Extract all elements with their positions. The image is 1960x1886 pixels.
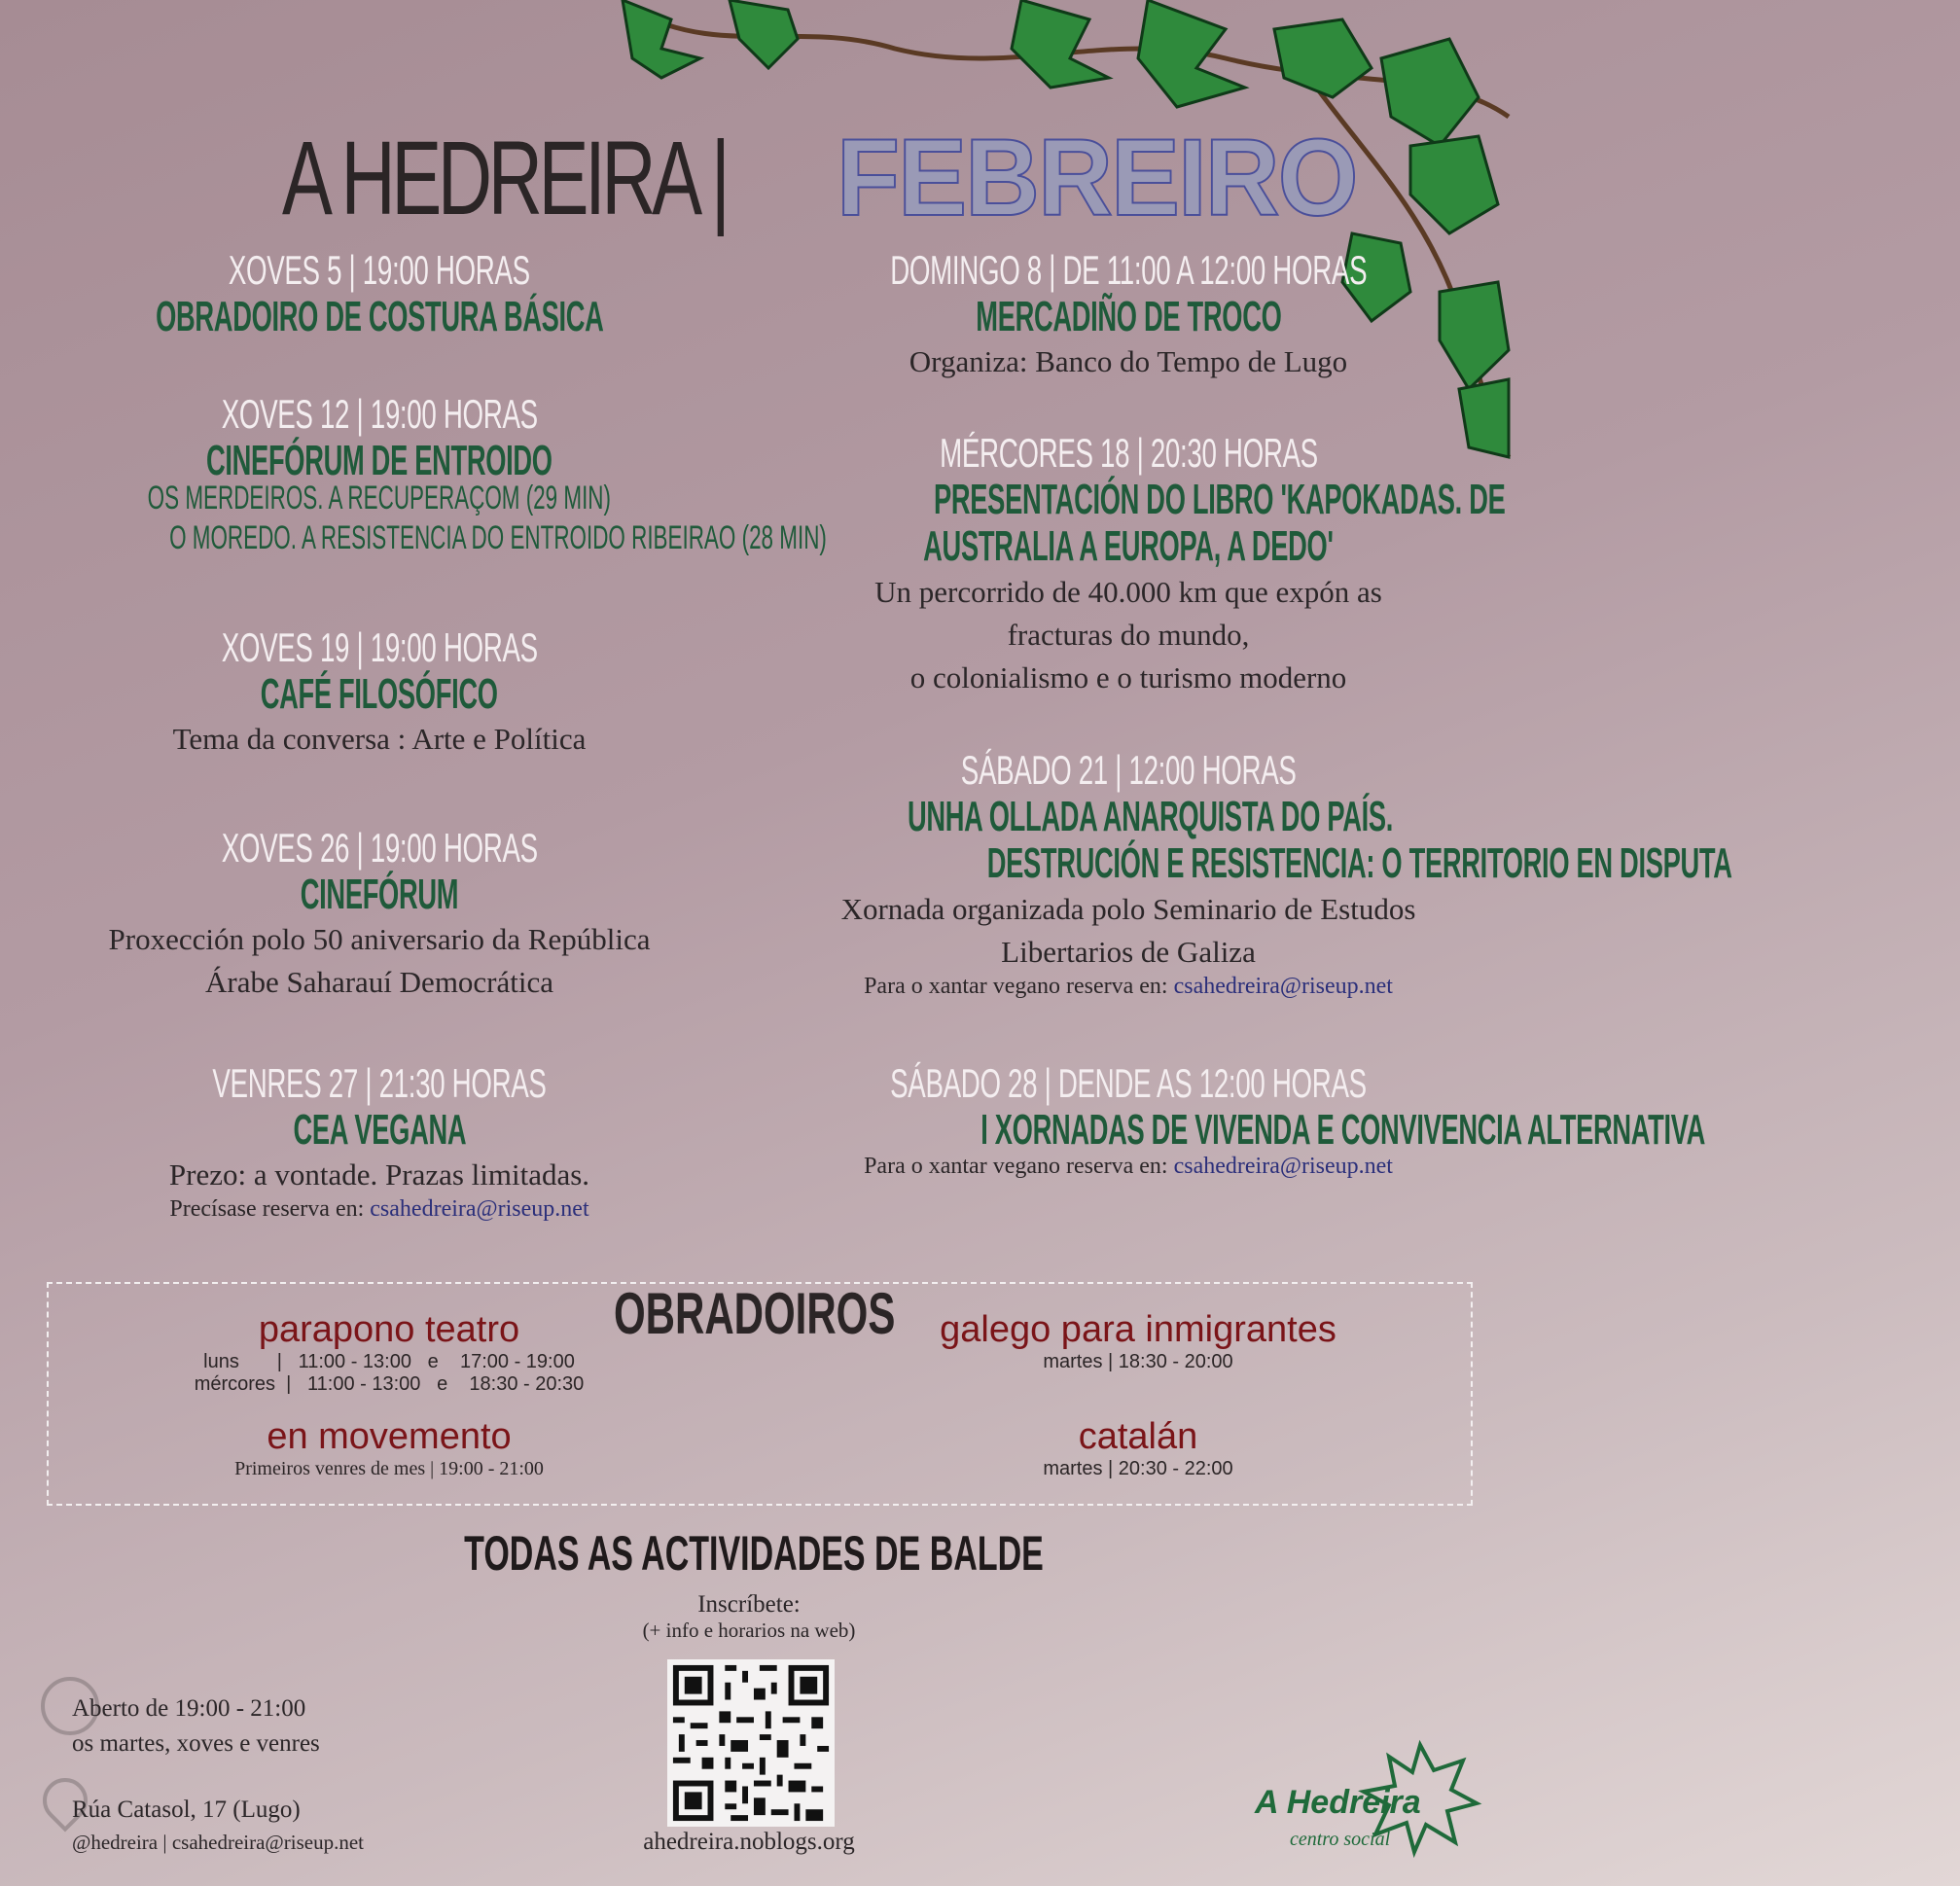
event-desc: o colonialismo e o turismo moderno xyxy=(909,659,1347,694)
workshop-name: catalán xyxy=(1078,1416,1198,1457)
signup-section xyxy=(545,1591,953,1643)
event-email-link[interactable]: csahedreira@riseup.net xyxy=(1173,973,1393,999)
header-title: A HEDREIRA | xyxy=(282,119,727,236)
workshop-catalan xyxy=(875,1416,1401,1480)
event-note: Precísase reserva en: xyxy=(169,1196,365,1223)
event-left-5 xyxy=(0,1060,759,1223)
event-date: XOVES 19 | 19:00 HORAS xyxy=(221,624,538,670)
event-title: PRESENTACIÓN DO LIBRO 'KAPOKADAS. DE xyxy=(934,476,1506,523)
event-title: CINEFÓRUM DE ENTROIDO xyxy=(206,437,552,484)
event-email-link[interactable]: csahedreira@riseup.net xyxy=(1173,1154,1393,1180)
logo xyxy=(1255,1741,1488,1858)
event-date: SÁBADO 21 | 12:00 HORAS xyxy=(960,747,1297,793)
event-title: CEA VEGANA xyxy=(293,1106,466,1154)
event-date: DOMINGO 8 | DE 11:00 A 12:00 HORAS xyxy=(889,247,1368,293)
workshop-schedule: Primeiros venres de mes | 19:00 - 21:00 xyxy=(234,1458,544,1479)
event-date: VENRES 27 | 21:30 HORAS xyxy=(212,1060,547,1106)
right-column xyxy=(759,0,1732,1264)
event-email-link[interactable]: csahedreira@riseup.net xyxy=(370,1196,589,1223)
event-desc: Un percorrido de 40.000 km que expón as xyxy=(874,574,1382,609)
workshop-schedule: martes | 18:30 - 20:00 xyxy=(1043,1351,1233,1372)
workshop-parapono xyxy=(156,1309,623,1396)
signup-sub: (+ info e horarios na web) xyxy=(642,1619,856,1642)
event-note: Para o xantar vegano reserva en: xyxy=(864,973,1168,999)
workshop-schedule: luns | 11:00 - 13:00 e 17:00 - 19:00 xyxy=(203,1351,575,1372)
event-desc: Árabe Saharauí Democrática xyxy=(204,965,554,1000)
event-right-1 xyxy=(759,247,1498,383)
event-left-1 xyxy=(0,247,759,340)
event-title: DESTRUCIÓN E RESISTENCIA: O TERRITORIO EN DISPUTA xyxy=(986,839,1732,888)
event-title: CAFÉ FILOSÓFICO xyxy=(261,670,498,718)
event-right-2 xyxy=(759,430,1506,699)
event-right-3 xyxy=(759,747,1732,1000)
event-desc: Libertarios de Galiza xyxy=(1001,934,1256,969)
event-subtitle: OS MERDEIROS. A RECUPERAÇOM (29 MIN) xyxy=(147,480,612,517)
address-line1: Rúa Catasol, 17 (Lugo) xyxy=(72,1797,301,1823)
event-date: XOVES 26 | 19:00 HORAS xyxy=(221,825,538,871)
free-activities-banner: TODAS AS ACTIVIDADES DE BALDE xyxy=(464,1526,1045,1581)
event-date: MÉRCORES 18 | 20:30 HORAS xyxy=(939,430,1318,476)
left-column xyxy=(0,0,827,1264)
event-title: OBRADOIRO DE COSTURA BÁSICA xyxy=(155,293,604,340)
event-title: AUSTRALIA A EUROPA, A DEDO' xyxy=(923,522,1334,571)
event-subtitle: O MOREDO. A RESISTENCIA DO ENTROIDO RIBEIRAO (28 MIN) xyxy=(169,519,827,557)
event-title: CINEFÓRUM xyxy=(300,871,459,918)
event-date: XOVES 12 | 19:00 HORAS xyxy=(221,391,538,437)
workshops-title: OBRADOIROS xyxy=(613,1281,896,1346)
website-link[interactable]: ahedreira.noblogs.org xyxy=(643,1829,855,1855)
event-desc: Prezo: a vontade. Prazas limitadas. xyxy=(168,1157,590,1192)
address-line2: @hedreira | csahedreira@riseup.net xyxy=(72,1831,364,1854)
event-left-3 xyxy=(0,624,759,761)
event-left-2 xyxy=(0,391,827,558)
logo-name: A Hedreira xyxy=(1255,1784,1421,1821)
event-right-4 xyxy=(759,1060,1706,1180)
workshop-schedule: mércores | 11:00 - 13:00 e 18:30 - 20:30 xyxy=(194,1373,585,1395)
hours-line2: os martes, xoves e venres xyxy=(72,1730,320,1757)
workshop-name: en movemento xyxy=(267,1416,512,1457)
qr-code[interactable] xyxy=(667,1659,835,1827)
event-title: MERCADIÑO DE TROCO xyxy=(975,293,1282,340)
event-date: XOVES 5 | 19:00 HORAS xyxy=(229,247,530,293)
workshop-name: parapono teatro xyxy=(258,1309,520,1350)
event-desc: fracturas do mundo, xyxy=(1007,617,1250,652)
signup-label: Inscríbete: xyxy=(697,1591,801,1618)
workshop-galego xyxy=(875,1309,1401,1373)
event-date: SÁBADO 28 | DENDE AS 12:00 HORAS xyxy=(890,1060,1367,1106)
header-month: FEBREIRO xyxy=(837,117,1357,238)
workshop-movemento xyxy=(156,1416,623,1480)
workshop-name: galego para inmigrantes xyxy=(940,1309,1336,1350)
event-note: Para o xantar vegano reserva en: xyxy=(864,1154,1168,1180)
workshop-schedule: martes | 20:30 - 22:00 xyxy=(1043,1458,1233,1479)
event-desc: Xornada organizada polo Seminario de Estudos xyxy=(840,891,1416,926)
event-desc: Proxección polo 50 aniversario da República xyxy=(108,922,651,957)
hours-line1: Aberto de 19:00 - 21:00 xyxy=(72,1695,306,1722)
logo-sub: centro social xyxy=(1290,1829,1391,1850)
event-desc: Organiza: Banco do Tempo de Lugo xyxy=(909,344,1348,379)
event-left-4 xyxy=(0,825,759,1004)
event-title: UNHA OLLADA ANARQUISTA DO PAÍS. xyxy=(907,793,1394,840)
event-title: I XORNADAS DE VIVENDA E CONVIVENCIA ALTERNATIVA xyxy=(980,1106,1706,1154)
event-desc: Tema da conversa : Arte e Política xyxy=(172,722,587,757)
